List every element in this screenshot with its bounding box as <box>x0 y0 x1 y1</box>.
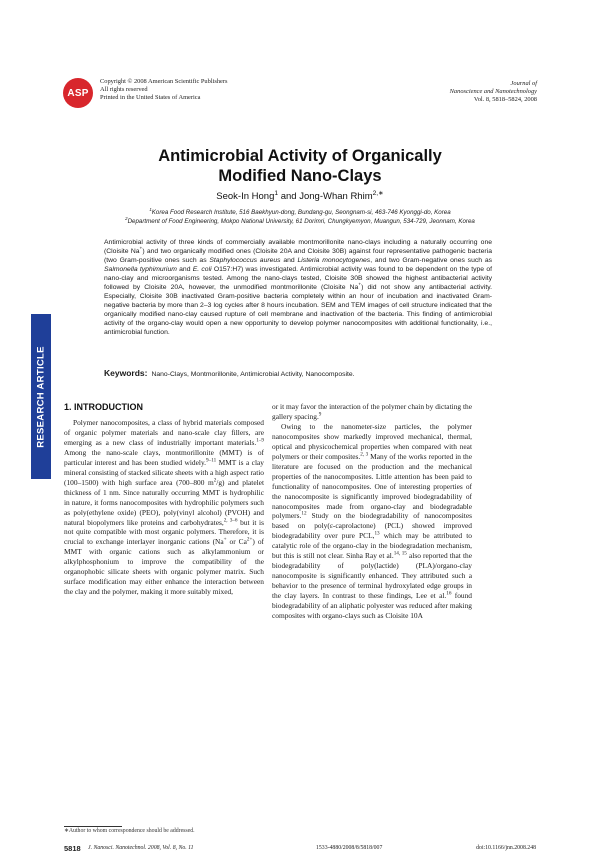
keywords-label: Keywords: <box>104 368 148 378</box>
author-2: Jong-Whan Rhim <box>299 191 373 202</box>
section-heading-introduction: 1. INTRODUCTION <box>64 402 144 412</box>
page-footer <box>64 845 536 853</box>
journal-info <box>450 80 537 104</box>
affiliation-1-sup: 1 <box>149 206 152 212</box>
author-2-sup: 2,∗ <box>372 189 384 197</box>
doi: doi:10.1166/jnn.2008.248 <box>476 845 536 851</box>
journal-of: Journal of <box>510 80 537 87</box>
keywords-list: Nano-Clays, Montmorillonite, Antimicrobial Activity, Nanocomposite. <box>151 371 355 378</box>
journal-name: Nanoscience and Nanotechnology <box>449 88 537 95</box>
publisher-copyright <box>100 78 228 102</box>
author-list <box>100 191 500 202</box>
footnote: ∗Author to whom correspondence should be addressed. <box>64 828 195 834</box>
journal-citation: J. Nanosci. Nanotechnol. 2008, Vol. 8, No. 11 <box>88 845 194 851</box>
page-number: 5818 <box>64 844 81 853</box>
author-1-sup: 1 <box>274 189 279 197</box>
affiliation-2: $^2$Department of Food Engineering, Mokpo National University, 61 Dorimri, Chungkyemyon, Muangun, 534-729, Jeonnam, Korea <box>125 215 475 225</box>
affiliation-2-sup: 2 <box>125 215 128 221</box>
printed-line: Printed in the United States of America <box>100 94 201 101</box>
abstract: Antimicrobial activity of three kinds of commercially available montmorillonite nano-clays including a naturally occurring one (Cloisite Na+) and two organically modified ones (Cloisite 20A and Cloisite 30B) against four representative pathogenic bacteria (two Gram-positive ones such as Staphylococcus aureus and Listeria monocytogenes, and two Gram-negative ones such as Salmonella typhimurium and E. coli O157:H7) was investigated. Antimicrobial activity was found to be dependent on the type of nano-clay and microorganisms tested. Among the nano-clays tested, Cloisite 30B showed the highest antibacterial activity followed by Cloisite 20A, however, the unmodified montmorillonite (Cloisite Na+) did not show any antibacterial activity. Especially, Cloisite 30B inactivated Gram-positive bacteria completely within an hour of incubation and inactivated Gram-negative bacteria by more than 2–3 log cycles after 8 hours incubation. SEM and TEM images of cell structure indicated that the organically modified nano-clay caused rupture of cell membrane and inactivation of the bacteria. This finding of antimicrobial activity of the organo-clay would open a new opportunity to develop polymer nanocomposites with additional functionality, i.e., antimicrobial function. <box>104 239 493 336</box>
paragraph: Owing to the nanometer-size particles, the polymer nanocomposites show markedly improved mechanical, thermal, optical and physicochemical properties when compared with neat polymers or their composites.$^{2, 3}$ Many of the works reported in the literature are focused on the production and the mechanical properties of the nanocomposites. Little attention has been paid to functionality of nanocomposites. One of interesting properties of the nanocomposite is significantly improved biodegradability of nanocomposites made from organo-clay and biodegradable polymers.$^{12}$ Study on the biodegradability of nanocomposites based on poly(ε-caprolactone) (PCL) showed improved biodegradability over pure PCL,$^{13}$ which may be attributed to catalytic role of the organo-clay in the biodegradation mechanism, but this is still not clear. Sinha Ray et al.$^{14, 15}$ also reported that the biodegradability of poly(lactide) (PLA)/organo-clay nanocomposite is significantly enhanced. They attributed such a behavior to the presence of terminal hydroxylated edge groups in the clay layers. In contrast to these findings, Lee et al.$^{16}$ found biodegradability of an aliphatic polyester was reduced after making composites with organo-clays such as Cloisite 10A <box>272 421 472 621</box>
keywords <box>104 368 504 378</box>
journal-volume: Vol. 8, 5818–5824, 2008 <box>473 96 537 103</box>
author-1: Seok-In Hong <box>216 191 275 202</box>
research-article-tab <box>31 314 51 479</box>
research-article-label: RESEARCH ARTICLE <box>35 345 47 448</box>
copyright-line: Copyright © 2008 American Scientific Publishers <box>100 78 228 85</box>
body-column-left <box>64 418 264 597</box>
rights-line: All rights reserved <box>100 86 148 93</box>
affiliations <box>60 208 540 226</box>
article-title <box>100 146 500 186</box>
body-column-right <box>272 402 472 621</box>
publisher-logo <box>63 78 93 108</box>
title-line-2: Modified Nano-Clays <box>218 167 382 185</box>
issn: 1533-4880/2008/8/5818/007 <box>316 845 383 851</box>
paragraph: Polymer nanocomposites, a class of hybrid materials composed of organic polymer materials and nano-scale clay fillers, are emerging as a new class of industrially important materials.$^{1-9}$ Among the nano-scale clays, montmorillonite (MMT) is of particular interest and has been studied widely.$^{9-11}$ MMT is a clay mineral consisting of stacked silicate sheets with a high aspect ratio (100–1500) with high surface area (700–800 $m^2/g$) and platelet thickness of 1 nm. Since naturally occurring MMT is hydrophilic in nature, it forms nanocomposites with hydrophilic polymers such as poly(ethylene oxide) (PEO), poly(vinyl alcohol) (PVOH) and natural biopolymers like proteins and carbohydrates,$^{2, 3-6}$ but it is not quite compatible with most organic polymers. Therefore, it is crucial to exchange interlayer inorganic cations (Na+ or $Ca^{2+}$) of MMT with organic cations such as alkylammonium or alkylphosphonium to improve the compatibility of the organophobic silicate sheets with organic polymer matrix. Such surface modification may either enhance the interaction between the clay and the polymer, making it more suitably mixed, <box>64 418 265 597</box>
footnote-rule <box>64 826 122 827</box>
title-line-1: Antimicrobial Activity of Organically <box>158 147 442 165</box>
paragraph: or it may favor the interaction of the polymer chain by dictating the gallery spacing.$^9$ <box>272 402 472 421</box>
logo-text: ASP <box>67 87 89 99</box>
affiliation-1: $^1$Korea Food Research Institute, 516 Baekhyun-dong, Bundang-gu, Seongnam-si, 463-746 Kyonggi-do, Korea <box>149 206 451 216</box>
author-and: and <box>278 191 300 202</box>
